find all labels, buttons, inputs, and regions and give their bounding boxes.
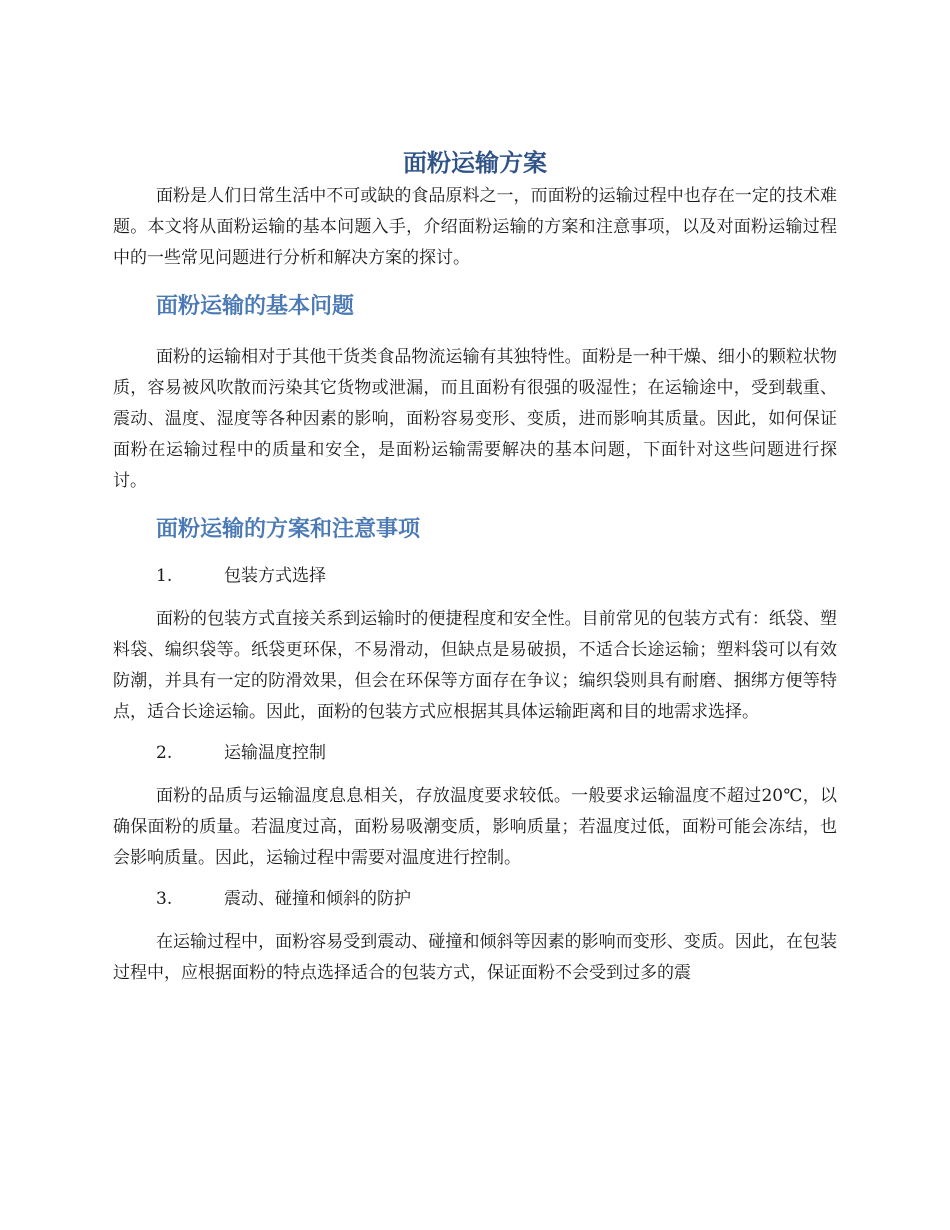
- document-content: [113, 145, 837, 989]
- list-item-temperature: [113, 738, 837, 769]
- shock-protection-paragraph: 在运输过程中，面粉容易受到震动、碰撞和倾斜等因素的影响而变形、变质。因此，在包装过程中，应根据面粉的特点选择适合的包装方式，保证面粉不会受到过多的震: [113, 932, 837, 983]
- intro-paragraph: 面粉是人们日常生活中不可或缺的食品原料之一，而面粉的运输过程中也存在一定的技术难题。本文将从面粉运输的基本问题入手，介绍面粉运输的方案和注意事项，以及对面粉运输过程中的一些常见问题进行分析和解决方案的探讨。: [113, 186, 837, 268]
- list-item-title: 包装方式选择: [224, 566, 326, 586]
- list-number: 3.: [156, 889, 173, 909]
- list-number: 2.: [156, 743, 173, 763]
- basic-problems-paragraph: 面粉的运输相对于其他干货类食品物流运输有其独特性。面粉是一种干燥、细小的颗粒状物质，容易被风吹散而污染其它货物或泄漏，而且面粉有很强的吸湿性；在运输途中，受到载重、震动、温度、湿度等各种因素的影响，面粉容易变形、变质，进而影响其质量。因此，如何保证面粉在运输过程中的质量和安全，是面粉运输需要解决的基本问题，下面针对这些问题进行探讨。: [113, 347, 837, 491]
- list-item-title: 运输温度控制: [224, 743, 326, 763]
- temperature-paragraph: 面粉的品质与运输温度息息相关，存放温度要求较低。一般要求运输温度不超过20℃，以确保面粉的质量。若温度过高，面粉易吸潮变质，影响质量；若温度过低，面粉可能会冻结，也会影响质量。因此，运输过程中需要对温度进行控制。: [113, 786, 837, 868]
- list-item-title: 震动、碰撞和倾斜的防护: [224, 889, 411, 909]
- packaging-paragraph: 面粉的包装方式直接关系到运输时的便捷程度和安全性。目前常见的包装方式有：纸袋、塑料袋、编织袋等。纸袋更环保，不易滑动，但缺点是易破损，不适合长途运输；塑料袋可以有效防潮，并具有一定的防滑效果，但会在环保等方面存在争议；编织袋则具有耐磨、捆绑方便等特点，适合长途运输。因此，面粉的包装方式应根据其具体运输距离和目的地需求选择。: [113, 609, 837, 722]
- document-title: 面粉运输方案: [403, 149, 547, 177]
- list-item-packaging: [113, 561, 837, 592]
- list-item-shock-protection: [113, 884, 837, 915]
- section-heading-basic-problems: 面粉运输的基本问题: [156, 294, 355, 319]
- list-number: 1.: [156, 566, 173, 586]
- section-heading-plan-and-notes: 面粉运输的方案和注意事项: [156, 517, 421, 542]
